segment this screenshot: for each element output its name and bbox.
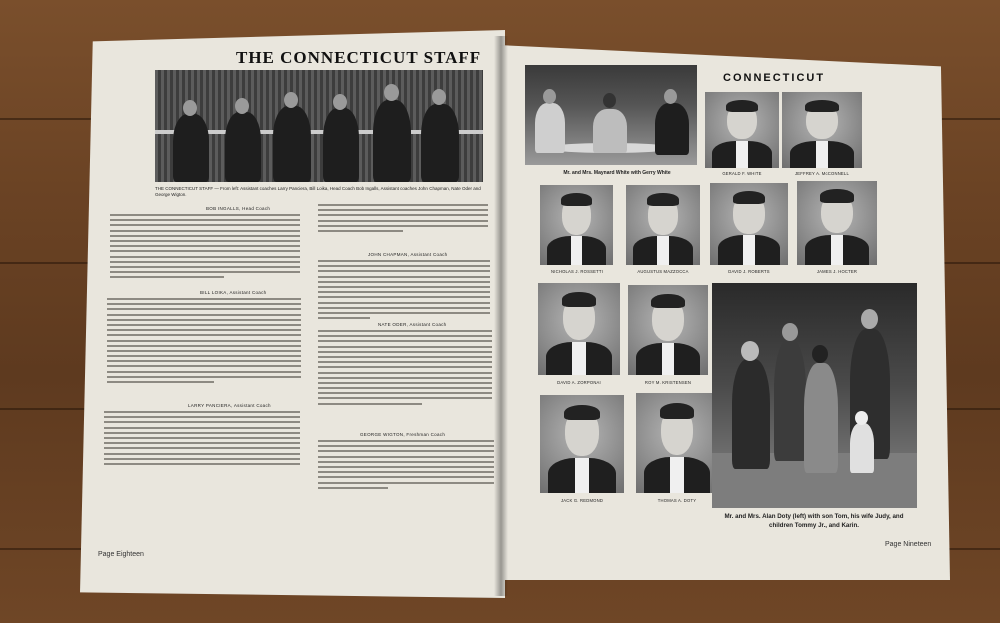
portrait-mazzocca xyxy=(626,185,700,265)
name-kristensen: ROY M. KRISTENSEN xyxy=(644,380,692,385)
portrait-hocter xyxy=(797,181,877,265)
portrait-doty xyxy=(636,393,718,493)
body-text-loika xyxy=(107,298,301,386)
portrait-zorponai xyxy=(538,283,620,375)
staff-photo-caption: THE CONNECTICUT STAFF — From left: Assistant coaches Larry Panciera, Bill Loika, Head Coach Bob Ingalls, Assistant coaches John Chapman, Nate Oder and George Wigton. xyxy=(155,186,481,197)
body-text-ingalls xyxy=(110,214,300,281)
body-text-wigton xyxy=(318,440,494,492)
portrait-redmond xyxy=(540,395,624,493)
section-head-ingalls: BOB INGALLS, Head Coach xyxy=(206,206,271,211)
body-text-continued xyxy=(318,204,488,235)
name-white: GERALD F. WHITE xyxy=(722,171,762,176)
name-redmond: JACK G. REDMOND xyxy=(560,498,604,503)
doty-family-photo xyxy=(712,283,917,508)
page-number-right: Page Nineteen xyxy=(885,541,932,548)
name-mcconnell: JEFFREY A. McCONNELL xyxy=(795,171,849,176)
body-text-chapman xyxy=(318,260,490,322)
section-head-panciera: LARRY PANCIERA, Assistant Coach xyxy=(188,403,271,408)
page-title-right: CONNECTICUT xyxy=(723,72,826,84)
name-rossetti: NICHOLAS J. ROSSETTI xyxy=(551,269,603,274)
name-mazzocca: AUGUSTUS MAZZOCCA xyxy=(637,269,689,274)
page-title-left: THE CONNECTICUT STAFF xyxy=(236,48,482,67)
page-number-left: Page Eighteen xyxy=(98,551,144,558)
portrait-white xyxy=(705,92,779,168)
section-head-loika: BILL LOIKA, Assistant Coach xyxy=(200,290,267,295)
name-doty: THOMAS A. DOTY xyxy=(657,498,697,503)
doty-family-caption: Mr. and Mrs. Alan Doty (left) with son Tom, his wife Judy, and children Tommy Jr., and Karin. xyxy=(724,513,904,529)
staff-photo xyxy=(155,70,483,182)
body-text-oder xyxy=(318,330,492,408)
section-head-wigton: GEORGE WIGTON, Freshman Coach xyxy=(360,432,446,437)
portrait-rossetti xyxy=(540,185,613,265)
section-head-oder: NATE ODER, Assistant Coach xyxy=(378,322,447,327)
white-family-caption: Mr. and Mrs. Maynard White with Gerry White xyxy=(563,170,671,176)
portrait-roberts xyxy=(710,183,788,265)
white-family-photo xyxy=(525,65,697,165)
section-head-chapman: JOHN CHAPMAN, Assistant Coach xyxy=(368,252,448,257)
body-text-panciera xyxy=(104,411,300,468)
name-zorponai: DAVID A. ZORPONAI xyxy=(557,380,601,385)
name-hocter: JAMES J. HOCTER xyxy=(816,269,858,274)
name-roberts: DAVID J. ROBERTS xyxy=(728,269,770,274)
portrait-kristensen xyxy=(628,285,708,375)
portrait-mcconnell xyxy=(782,92,862,168)
book-gutter xyxy=(494,36,508,596)
